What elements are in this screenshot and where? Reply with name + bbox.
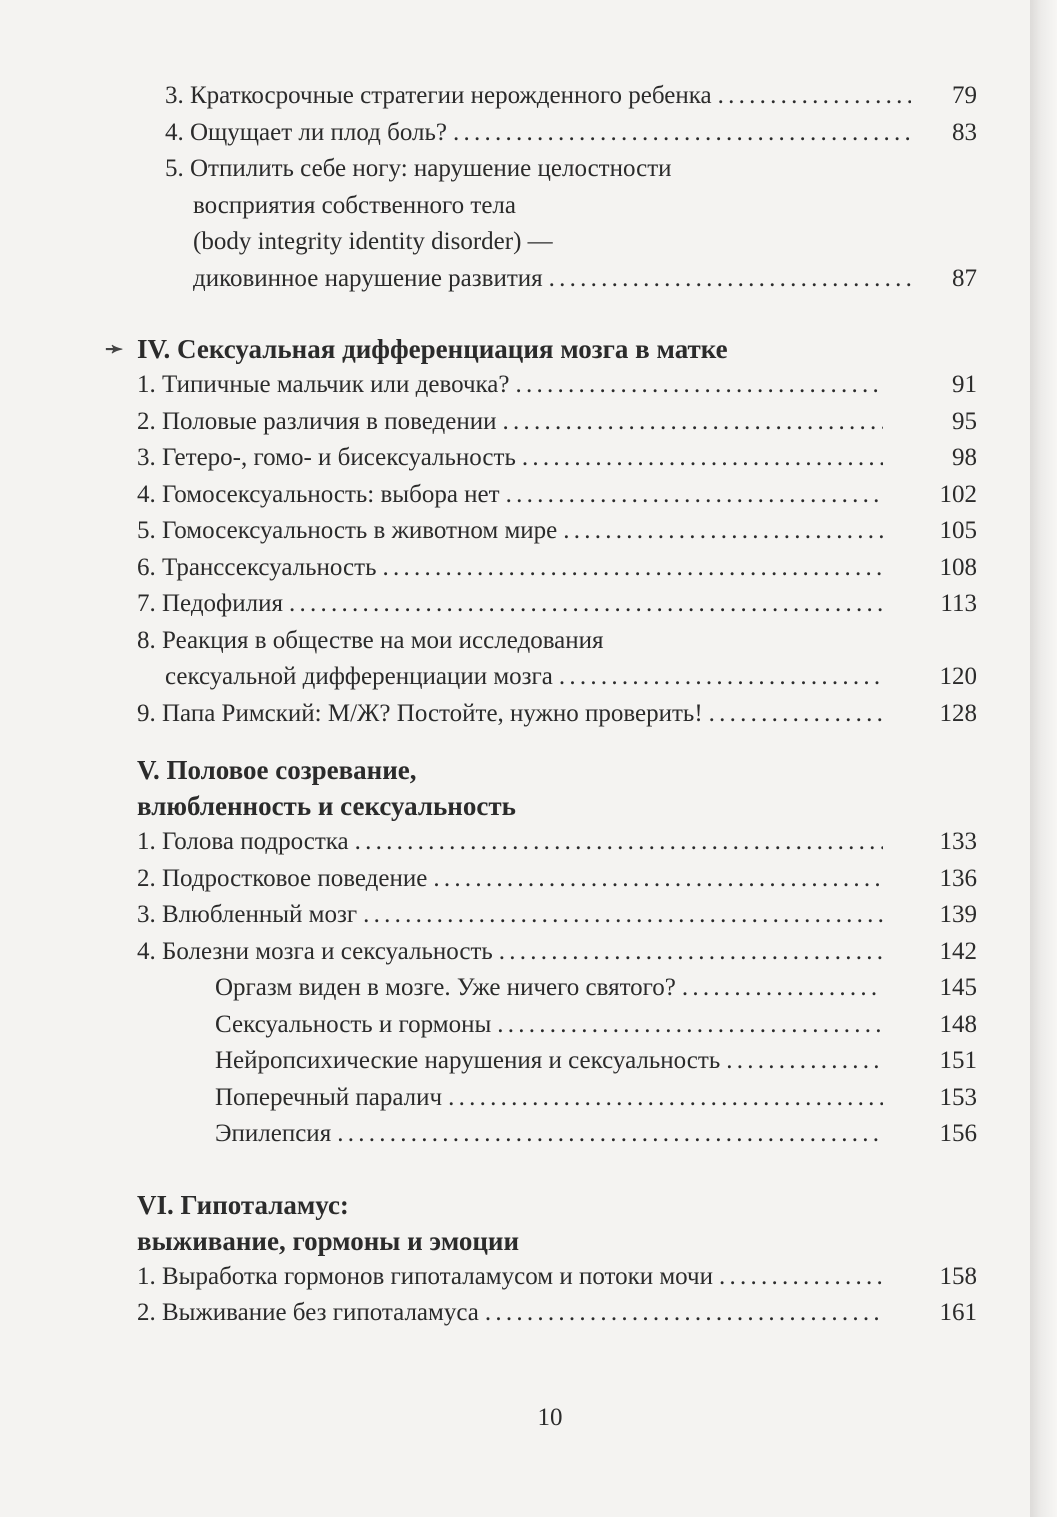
toc-entry-line: 5. Отпилить себе ногу: нарушение целостности	[165, 155, 672, 182]
table-of-contents	[105, 78, 977, 1332]
toc-entry-page: 151	[939, 1047, 977, 1074]
toc-entry-page: 128	[939, 699, 977, 727]
leader-dots	[563, 513, 883, 550]
toc-entry-title: 2. Подростковое поведение	[137, 864, 428, 892]
toc-entry-page: 158	[939, 1262, 977, 1290]
toc-subentry	[137, 1043, 977, 1080]
toc-entry	[137, 440, 977, 477]
leader-dots	[719, 1259, 883, 1296]
toc-subentry	[137, 1080, 977, 1117]
leader-dots	[503, 404, 884, 441]
toc-entry-page: 87	[952, 264, 977, 292]
toc-entry-title: Оргазм виден в мозге. Уже ничего святого?	[215, 974, 676, 1001]
toc-entry-title: Сексуальность и гормоны	[215, 1010, 492, 1038]
toc-entry-page: 91	[952, 371, 977, 398]
section-heading	[137, 752, 977, 824]
toc-entry	[137, 404, 977, 441]
section-title: IV. Сексуальная дифференциация мозга в матке	[137, 334, 728, 364]
leader-dots	[448, 1080, 883, 1117]
page-number: 10	[537, 1404, 563, 1431]
toc-entry	[137, 1295, 977, 1332]
toc-entry	[137, 513, 977, 550]
leader-dots	[363, 897, 883, 934]
toc-entry-title: 1. Выработка гормонов гипоталамусом и потоки мочи	[137, 1262, 713, 1290]
toc-entry-page: 145	[939, 974, 977, 1001]
toc-entry-page: 139	[939, 901, 977, 928]
toc-entry-page: 156	[939, 1120, 977, 1147]
toc-entry-title: диковинное нарушение развития	[193, 264, 543, 292]
toc-entry-page: 136	[939, 864, 977, 892]
leader-dots	[485, 1295, 883, 1332]
toc-entry-line: (body integrity identity disorder) —	[193, 228, 553, 255]
toc-entry	[137, 78, 977, 115]
leader-dots	[709, 696, 883, 733]
leader-dots	[559, 659, 883, 696]
toc-entry	[137, 550, 977, 587]
section-title-line: влюбленность и сексуальность	[137, 791, 516, 821]
toc-entry-title: 1. Типичные мальчик или девочка?	[137, 371, 510, 398]
section-title-line: выживание, гормоны и эмоции	[137, 1225, 520, 1256]
toc-entry-page: 113	[940, 590, 977, 617]
toc-entry-page: 79	[952, 82, 977, 109]
leader-dots	[289, 586, 883, 623]
toc-entry-page: 108	[939, 553, 977, 581]
toc-entry-title: 9. Папа Римский: М/Ж? Постойте, нужно проверить!	[137, 699, 703, 727]
toc-entry-title: 3. Краткосрочные стратегии нерожденного ребенка	[165, 82, 712, 109]
toc-entry-title: Эпилепсия	[215, 1120, 332, 1147]
toc-entry	[137, 897, 977, 934]
leader-dots	[726, 1043, 883, 1080]
toc-entry	[137, 861, 977, 898]
leader-dots	[682, 970, 883, 1007]
section-title-line: V. Половое созревание,	[137, 755, 417, 785]
toc-entry-page: 120	[939, 663, 977, 690]
toc-entry-page: 102	[939, 480, 977, 508]
toc-entry-title: 3. Гетеро-, гомо- и бисексуальность	[137, 444, 516, 471]
leader-dots	[337, 1116, 883, 1153]
toc-entry-title: 2. Выживание без гипоталамуса	[137, 1299, 479, 1326]
leader-dots	[382, 550, 883, 587]
leader-dots	[718, 78, 911, 115]
toc-entry-page: 153	[939, 1083, 977, 1111]
toc-entry-title: 4. Ощущает ли плод боль?	[165, 118, 447, 146]
toc-entry-title: 4. Гомосексуальность: выбора нет	[137, 480, 500, 508]
toc-subentry	[137, 1116, 977, 1153]
toc-entry-title: 4. Болезни мозга и сексуальность	[137, 937, 493, 965]
toc-entry	[137, 477, 977, 514]
toc-entry	[137, 824, 977, 861]
toc-entry-title: 7. Педофилия	[137, 590, 283, 617]
toc-entry	[137, 1259, 977, 1296]
leader-dots	[497, 1007, 883, 1044]
toc-entry-page: 105	[939, 517, 977, 544]
leader-dots	[549, 261, 911, 298]
toc-entry-title: 1. Голова подростка	[137, 828, 349, 855]
toc-entry-page: 83	[952, 118, 977, 146]
toc-entry-page: 142	[939, 937, 977, 965]
toc-subentry	[137, 970, 977, 1007]
toc-entry-page: 98	[952, 444, 977, 471]
toc-entry-page: 95	[952, 407, 977, 435]
toc-entry	[137, 586, 977, 623]
page-edge	[1030, 0, 1057, 1517]
toc-entry-title: Поперечный паралич	[215, 1083, 443, 1111]
toc-entry-title: 2. Половые различия в поведении	[137, 407, 497, 435]
leader-dots	[516, 367, 884, 404]
toc-entry-page: 133	[939, 828, 977, 855]
toc-entry-title: 3. Влюбленный мозг	[137, 901, 358, 928]
toc-subentry	[137, 1007, 977, 1044]
toc-entry	[137, 623, 977, 696]
leader-dots	[522, 440, 883, 477]
toc-entry-title: 5. Гомосексуальность в животном мире	[137, 517, 558, 544]
toc-entry-title: 6. Транссексуальность	[137, 553, 377, 581]
leader-dots	[433, 861, 883, 898]
toc-entry-title: Нейропсихические нарушения и сексуальность	[215, 1047, 721, 1074]
toc-entry-line: 8. Реакция в обществе на мои исследования	[137, 626, 604, 654]
leader-dots	[506, 477, 883, 514]
leader-dots	[499, 934, 883, 971]
leader-dots	[355, 824, 883, 861]
arrow-marker-icon: ➛	[105, 336, 124, 361]
section-heading	[137, 1187, 977, 1259]
section-heading	[105, 331, 977, 367]
toc-entry	[137, 934, 977, 971]
toc-entry	[137, 367, 977, 404]
leader-dots	[453, 115, 911, 152]
toc-entry-page: 148	[939, 1010, 977, 1038]
toc-entry-page: 161	[939, 1299, 977, 1326]
toc-entry-line: восприятия собственного тела	[193, 191, 516, 219]
toc-entry	[137, 115, 977, 152]
toc-entry	[137, 696, 977, 733]
toc-entry	[137, 151, 977, 297]
toc-entry-title: сексуальной дифференциации мозга	[165, 663, 553, 690]
section-title-line: VI. Гипоталамус:	[137, 1189, 349, 1220]
